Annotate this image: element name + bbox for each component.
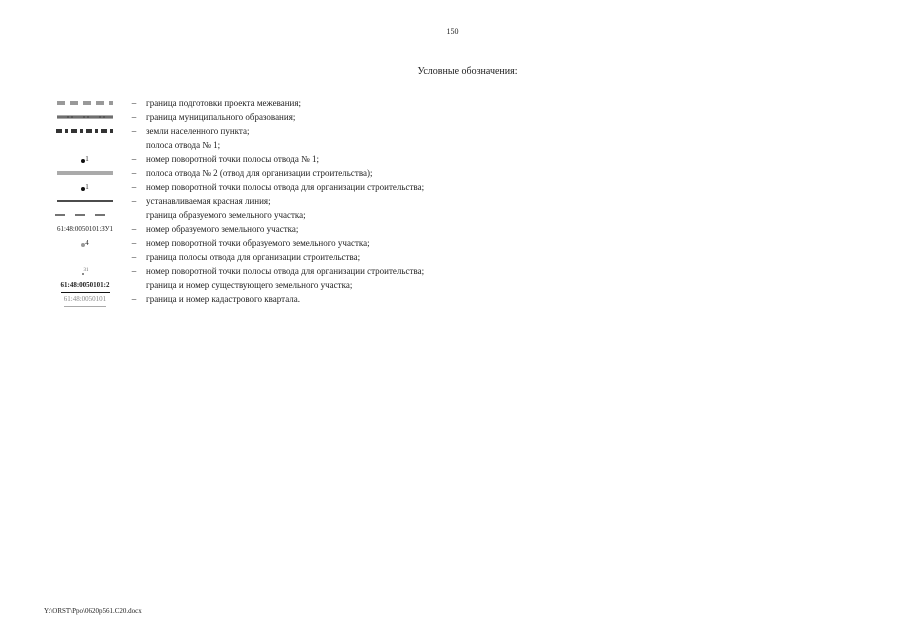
- legend-row-existing-plot: [44, 278, 644, 292]
- project-boundary-symbol: [44, 96, 126, 110]
- page-number: 150: [446, 27, 459, 36]
- legend-row-cadastral-quarter: [44, 292, 644, 306]
- strip-2-symbol: [44, 166, 126, 180]
- red-line-symbol: [44, 194, 126, 208]
- point-number-label: 31: [83, 268, 89, 273]
- legend-description: номер поворотной точки полосы отвода для организации строительства;: [146, 266, 425, 276]
- legend-row-red-line: [44, 194, 644, 208]
- construction-boundary-symbol: [44, 250, 126, 264]
- legend-row-strip-1: [44, 138, 644, 152]
- legend-description: граница муниципального образования;: [146, 112, 296, 122]
- legend-description: земли населенного пункта;: [146, 126, 250, 136]
- construction-point-small-symbol: [44, 264, 126, 278]
- legend-description: номер поворотной точки полосы отвода для организации строительства;: [146, 182, 425, 192]
- cadastral-quarter-label: 61:48:0050101: [64, 292, 106, 307]
- existing-plot-number-label: 61:48:0050101:2: [61, 278, 110, 293]
- legend-description: граница и номер кадастрового квартала.: [146, 294, 301, 304]
- legend-row-strip-2: [44, 166, 644, 180]
- legend-row-settlement-lands: [44, 124, 644, 138]
- settlement-lands-symbol: [44, 124, 126, 138]
- legend-row-construction-boundary: [44, 250, 644, 264]
- legend-dash: –: [131, 266, 137, 276]
- legend-dash: –: [131, 196, 137, 206]
- strip-1-point-symbol: [44, 152, 126, 166]
- formed-plot-point-symbol: [44, 236, 126, 250]
- legend-description: номер образуемого земельного участка;: [146, 224, 299, 234]
- legend-description: устанавливаемая красная линия;: [146, 196, 271, 206]
- existing-plot-symbol: [44, 278, 126, 292]
- legend-description: полоса отвода № 2 (отвод для организации строительства);: [146, 168, 373, 178]
- point-number-label: 1: [85, 155, 89, 163]
- legend-description: граница и номер существующего земельного участка;: [146, 280, 353, 290]
- legend-dash: –: [131, 126, 137, 136]
- legend-dash: –: [131, 294, 137, 304]
- legend-dash: –: [131, 154, 137, 164]
- file-path-footer: Y:\ORST\Ppo\0620p561.С20.docx: [44, 607, 142, 615]
- legend-row-formed-plot-number: [44, 222, 644, 236]
- legend-description: граница полосы отвода для организации строительства;: [146, 252, 361, 262]
- legend-list: [44, 96, 644, 306]
- legend-row-construction-point-small: [44, 264, 644, 278]
- legend-row-project-boundary: [44, 96, 644, 110]
- formed-plot-number-symbol: [44, 222, 126, 236]
- cadastral-quarter-symbol: [44, 292, 126, 306]
- strip-1-symbol: [44, 138, 126, 152]
- formed-plot-boundary-symbol: [44, 208, 126, 222]
- legend-row-formed-plot-boundary: [44, 208, 644, 222]
- legend-dash: –: [131, 238, 137, 248]
- construction-point-symbol: [44, 180, 126, 194]
- legend-description: полоса отвода № 1;: [146, 140, 221, 150]
- legend-dash: –: [131, 168, 137, 178]
- municipal-boundary-symbol: [44, 110, 126, 124]
- legend-description: граница подготовки проекта межевания;: [146, 98, 302, 108]
- legend-description: граница образуемого земельного участка;: [146, 210, 306, 220]
- plot-number-label: 61:48:0050101:ЗУ1: [56, 225, 114, 233]
- legend-dash: –: [131, 98, 137, 108]
- legend-description: номер поворотной точки образуемого земельного участка;: [146, 238, 370, 248]
- legend-dash: –: [131, 182, 137, 192]
- point-number-label: 4: [85, 239, 89, 247]
- legend-dash: –: [131, 224, 137, 234]
- legend-row-formed-plot-point: [44, 236, 644, 250]
- legend-description: номер поворотной точки полосы отвода № 1;: [146, 154, 319, 164]
- legend-dash: –: [131, 112, 137, 122]
- legend-row-strip-1-point: [44, 152, 644, 166]
- legend-title: Условные обозначения:: [417, 66, 518, 77]
- legend-row-construction-point: [44, 180, 644, 194]
- point-number-label: 1: [85, 183, 89, 191]
- legend-dash: –: [131, 252, 137, 262]
- legend-row-municipal-boundary: [44, 110, 644, 124]
